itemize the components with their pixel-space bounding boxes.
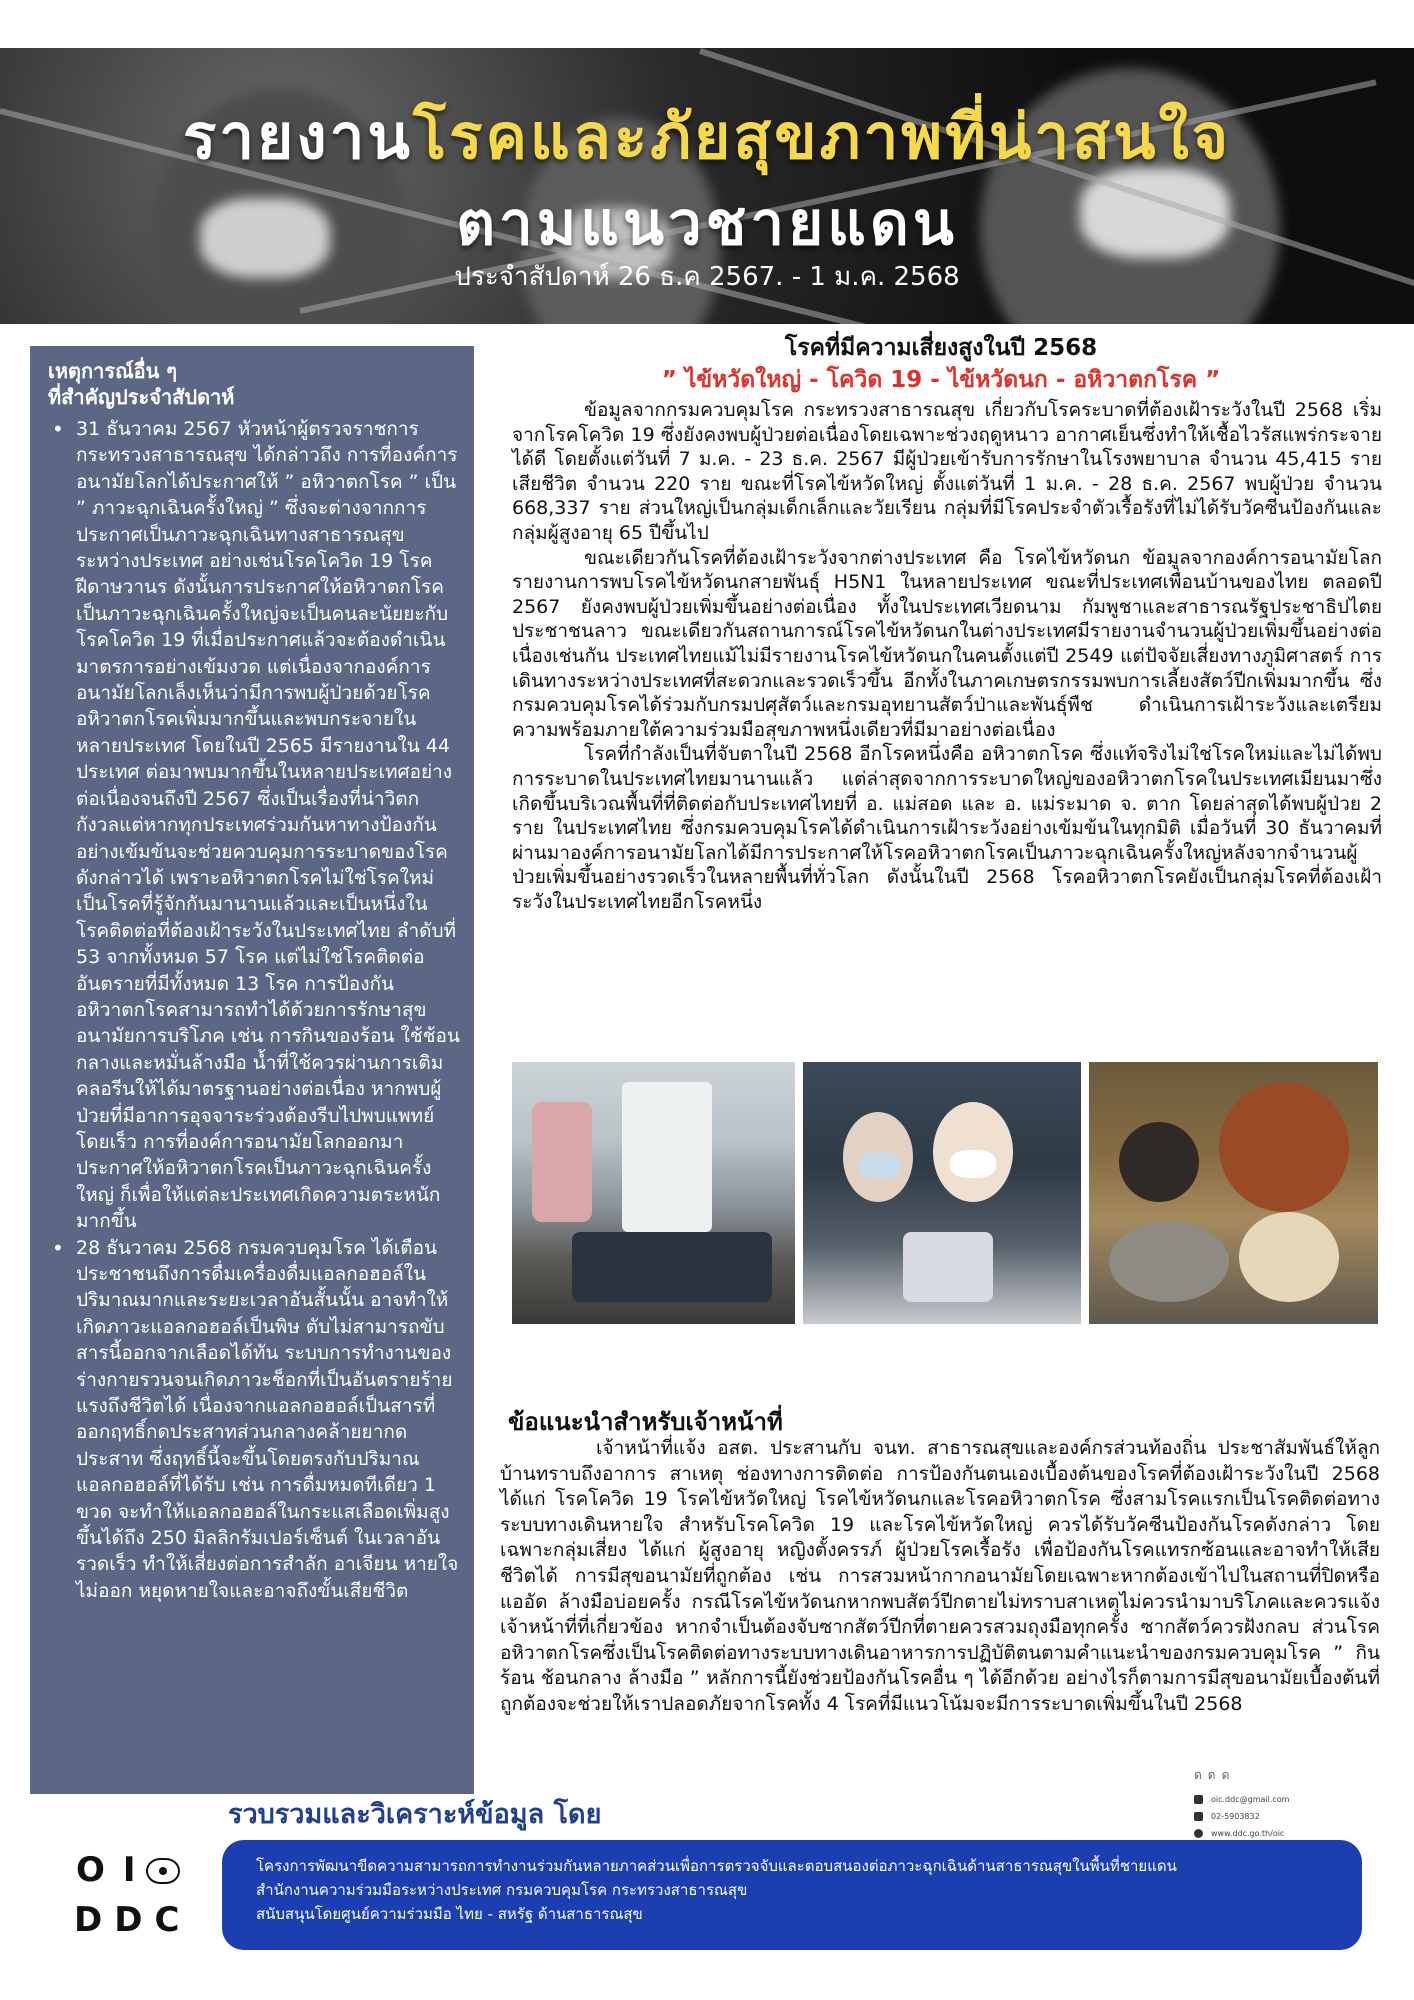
page-title-part1: รายงาน xyxy=(182,100,413,173)
page-title-highlight: โรคและภัยสุขภาพที่น่าสนใจ xyxy=(412,100,1232,173)
header-banner xyxy=(0,48,1414,324)
phone-icon xyxy=(1194,1812,1203,1821)
list-item xyxy=(48,1235,460,1605)
contact-phone[interactable]: 02-5903832 xyxy=(1211,1812,1260,1821)
section-subtitle: ” ไข้หวัดใหญ่ - โควิด 19 - ไข้หวัดนก - อหิวาตกโรค ” xyxy=(661,367,1221,393)
contact-email-row[interactable] xyxy=(1194,1791,1374,1808)
sidebar-other-events xyxy=(30,346,474,1794)
article-body xyxy=(512,398,1382,914)
advice-title: ข้อแนะนำสำหรับเจ้าหน้าที่ xyxy=(508,1408,783,1436)
article-paragraph: ขณะเดียวกันโรคที่ต้องเฝ้าระวังจากต่างประเทศ คือ โรคไข้หวัดนก ข้อมูลจากองค์การอนามัยโลกรายงานการพบโรคไข้หวัดนกสายพันธุ์ H5N1 ในหลายประเทศ ขณะที่ประเทศเพื่อนบ้านของไทย ตลอดปี 2567 ยังคงพบผู้ป่วยเพิ่มขึ้นอย่างต่อเนื่อง ทั้งในประเทศเวียดนาม กัมพูชาและสาธารณรัฐประชาธิปไตยประชาชนลาว ขณะเดียวกันสถานการณ์โรคไข้หวัดนกในต่างประเทศมีรายงานจำนวนผู้ป่วยเพิ่มขึ้นอย่างต่อเนื่องเช่นกัน ประเทศไทยแม้ไม่มีรายงานโรคไข้หวัดนกในคนตั้งแต่ปี 2549 แต่ปัจจัยเสี่ยงทางภูมิศาสตร์ การเดินทางระหว่างประเทศที่สะดวกและรวดเร็วขึ้น อีกทั้งในภาคเกษตรกรรมพบการเลี้ยงสัตว์ปีกเพิ่มมากขึ้น ซึ่งกรมควบคุมโรคได้ร่วมกับกรมปศุสัตว์และกรมอุทยานสัตว์ป่าและพันธุ์พืช ดำเนินการเฝ้าระวังและเตรียมความพร้อมภายใต้ความร่วมมือสุขภาพหนึ่งเดียวที่มีมาอย่างต่อเนื่อง xyxy=(512,546,1382,741)
globe-icon xyxy=(1194,1829,1203,1838)
oic-ddc-logo xyxy=(70,1850,190,1950)
list-item xyxy=(48,416,460,1235)
sidebar-heading-line1: เหตุการณ์อื่น ๆ xyxy=(48,359,178,383)
poultry-photo xyxy=(1089,1062,1378,1324)
page-title xyxy=(0,88,1414,186)
event-text: 31 ธันวาคม 2567 หัวหน้าผู้ตรวจราชการกระทรวงสาธารณสุข ได้กล่าวถึง การที่องค์การอนามัยโลกได้ประกาศให้ ” อหิวาตกโรค ” เป็น ” ภาวะฉุกเฉินครั้งใหญ่ ” ซึ่งจะต่างจากการประกาศเป็นภาวะฉุกเฉินทางสาธารณสุขระหว่างประเทศ อย่างเช่นโรคโควิด 19 โรคฝีดาษวานร ดังนั้นการประกาศให้อหิวาตกโรคเป็นภาวะฉุกเฉินครั้งใหญ่จะเป็นคนละนัยยะกับโรคโควิด 19 ที่เมื่อประกาศแล้วจะต้องดำเนินมาตรการอย่างเข้มงวด แต่เนื่องจากองค์การอนามัยโลกเล็งเห็นว่ามีการพบผู้ป่วยด้วยโรคอหิวาตกโรคเพิ่มมากขึ้นและพบกระจายในหลายประเทศ โดยในปี 2565 มีรายงานใน 44 ประเทศ ต่อมาพบมากขึ้นในหลายประเทศอย่างต่อเนื่องจนถึงปี 2567 ซึ่งเป็นเรื่องที่น่าวิตกกังวลแต่หากทุกประเทศร่วมกันหาทางป้องกันอย่างเข้มข้นจะช่วยควบคุมการระบาดของโรคดังกล่าวได้ เพราะอหิวาตกโรคไม่ใช่โรคใหม่เป็นโรคที่รู้จักกันมานานแล้วและเป็นหนึ่งในโรคติดต่อที่ต้องเฝ้าระวังในประเทศไทย ลำดับที่ 53 จากทั้งหมด 57 โรค แต่ไม่ใช่โรคติดต่ออันตรายที่มีทั้งหมด 13 โรค การป้องกันอหิวาตกโรคสามารถทำได้ด้วยการรักษาสุขอนามัยการบริโภค เช่น การกินของร้อน ใช้ช้อนกลางและหมั่นล้างมือ น้ำที่ใช้ควรผ่านการเติมคลอรีนให้ได้มาตรฐานอย่างต่อเนื่อง หากพบผู้ป่วยที่มีอาการอุจจาระร่วงต้องรีบไปพบแพทย์โดยเร็ว การที่องค์การอนามัยโลกออกมาประกาศให้อหิวาตกโรคเป็นภาวะฉุกเฉินครั้งใหญ่ ก็เพื่อให้แต่ละประเทศเกิดความตระหนักมากขึ้น xyxy=(76,418,460,1233)
article-paragraph: ข้อมูลจากกรมควบคุมโรค กระทรวงสาธารณสุข เกี่ยวกับโรคระบาดที่ต้องเฝ้าระวังในปี 2568 เริ่มจากโรคโควิด 19 ซึ่งยังคงพบผู้ป่วยต่อเนื่องโดยเฉพาะช่วงฤดูหนาว อากาศเย็นซึ่งทำให้เชื้อไวรัสแพร่กระจายได้ดี โดยตั้งแต่วันที่ 7 ม.ค. - 23 ธ.ค. 2567 มีผู้ป่วยเข้ารับการรักษาในโรงพยาบาล จำนวน 45,415 ราย เสียชีวิต จำนวน 220 ราย ขณะที่โรคไข้หวัดใหญ่ ตั้งแต่วันที่ 1 ม.ค. - 28 ธ.ค. 2567 พบผู้ป่วย จำนวน 668,337 ราย ส่วนใหญ่เป็นกลุ่มเด็กเล็กและวัยเรียน กลุ่มที่มีโรคประจำตัวเรื้อรังที่ไม่ได้รับวัคซีนป้องกันและกลุ่มผู้สูงอายุ 65 ปีขึ้นไป xyxy=(512,399,1382,544)
logo-text-bottom: DDC xyxy=(74,1900,192,1940)
footer-office-line: สำนักงานความร่วมมือระหว่างประเทศ กรมควบคุมโรค กระทรวงสาธารณสุข xyxy=(256,1881,748,1899)
contact-email[interactable]: oic.ddc@gmail.com xyxy=(1211,1795,1290,1804)
advice-body xyxy=(500,1436,1380,1718)
mail-icon xyxy=(1194,1795,1203,1804)
eye-icon xyxy=(146,1858,180,1884)
report-date-range: ประจำสัปดาห์ 26 ธ.ค 2567. - 1 ม.ค. 2568 xyxy=(454,262,960,292)
footer-credits xyxy=(222,1840,1362,1950)
logo-text-top: OI xyxy=(76,1850,154,1890)
bullet-icon: • xyxy=(52,417,64,441)
section-title: โรคที่มีความเสี่ยงสูงในปี 2568 xyxy=(784,335,1098,361)
article-paragraph: โรคที่กำลังเป็นที่จับตาในปี 2568 อีกโรคหนึ่งคือ อหิวาตกโรค ซึ่งแท้จริงไม่ใช่โรคใหม่และไม่ได้พบการระบาดในประเทศไทยมานานแล้ว แต่ล่าสุดจากการระบาดใหญ่ของอหิวาตกโรคในประเทศเมียนมาซึ่งเกิดขึ้นบริเวณพื้นที่ที่ติดต่อกับประเทศไทยที่ อ. แม่สอด และ อ. แม่ระมาด จ. ตาก โดยล่าสุดได้พบผู้ป่วย 2 ราย ในประเทศไทย ซึ่งกรมควบคุมโรคได้ดำเนินการเฝ้าระวังอย่างเข้มข้นในทุกมิติ เมื่อวันที่ 30 ธันวาคมที่ผ่านมาองค์การอนามัยโลกได้มีการประกาศให้โรคอหิวาตกโรคเป็นภาวะฉุกเฉินครั้งใหญ่หลังจากจำนวนผู้ป่วยเพิ่มขึ้นอย่างรวดเร็วในหลายพื้นที่ทั่วโลก ดังนั้นในปี 2568 โรคอหิวาตกโรคยังเป็นกลุ่มโรคที่ต้องเฝ้าระวังในประเทศไทยอีกโรคหนึ่ง xyxy=(512,743,1382,913)
hospital-photo xyxy=(512,1062,795,1324)
sidebar-event-list xyxy=(48,416,460,1604)
contact-info xyxy=(1194,1766,1374,1842)
advice-paragraph: เจ้าหน้าที่แจ้ง อสต. ประสานกับ จนท. สาธารณสุขและองค์กรส่วนท้องถิ่น ประชาสัมพันธ์ให้ลูกบ้านทราบถึงอาการ สาเหตุ ช่องทางการติดต่อ การป้องกันตนเองเบื้องต้นของโรคที่ต้องเฝ้าระวังในปี 2568 ได้แก่ โรคโควิด 19 โรคไข้หวัดใหญ่ โรคไข้หวัดนกและโรคอหิวาตกโรค ซึ่งสามโรคแรกเป็นโรคติดต่อทางระบบทางเดินหายใจ สำหรับโรคโควิด 19 และโรคไข้หวัดใหญ่ ควรได้รับวัคซีนป้องกันโรคดังกล่าว โดยเฉพาะกลุ่มเสี่ยง ได้แก่ ผู้สูงอายุ หญิงตั้งครรภ์ ผู้ป่วยโรคเรื้อรัง เพื่อป้องกันโรคแทรกซ้อนและอาจทำให้เสียชีวิตได้ การมีสุขอนามัยที่ถูกต้อง เช่น การสวมหน้ากากอนามัยโดยเฉพาะหากต้องเข้าไปในสถานที่ปิดหรือแออัด ล้างมือบ่อยครั้ง กรณีโรคไข้หวัดนกหากพบสัตว์ปีกตายไม่ทราบสาเหตุไม่ควรนำมาบริโภคและควรแจ้งเจ้าหน้าที่ที่เกี่ยวข้อง หากจำเป็นต้องจับซากสัตว์ปีกที่ตายควรสวมถุงมือทุกครั้ง ซากสัตว์ควรฝังกลบ ส่วนโรคอหิวาตกโรคซึ่งเป็นโรคติดต่อทางระบบทางเดินอาหารการปฏิบัติตนตามคำแนะนำของกรมควบคุมโรค ” กินร้อน ช้อนกลาง ล้างมือ ” หลักการนี้ยังช่วยป้องกันโรคอื่น ๆ ได้อีกด้วย อย่างไรก็ตามการมีสุขอนามัยเบื้องต้นที่ถูกต้องจะช่วยให้เราปลอดภัยจากโรคทั้ง 4 โรคที่มีแนวโน้มจะมีการระบาดเพิ่มขึ้นในปี 2568 xyxy=(500,1437,1380,1715)
contact-website[interactable]: www.ddc.go.th/oic xyxy=(1211,1829,1285,1838)
footer-support-line: สนับสนุนโดยศูนย์ความร่วมมือ ไทย - สหรัฐ ด้านสาธารณสุข xyxy=(256,1905,643,1923)
contact-phone-row[interactable] xyxy=(1194,1808,1374,1825)
sidebar-heading-line2: ที่สำคัญประจำสัปดาห์ xyxy=(48,385,235,409)
contact-logo: ดดด xyxy=(1194,1768,1236,1782)
page-title-line2: ตามแนวชายแดน xyxy=(456,189,958,259)
sidebar-heading xyxy=(48,358,460,410)
masked-crowd-photo xyxy=(803,1062,1081,1324)
bullet-icon: • xyxy=(52,1235,64,1260)
event-text: 28 ธันวาคม 2568 กรมควบคุมโรค ได้เตือนประชาชนถึงการดื่มเครื่องดื่มแอลกอฮอล์ในปริมาณมากและระยะเวลาอันสั้นนั้น อาจทำให้เกิดภาวะแอลกอฮอล์เป็นพิษ ตับไม่สามารถขับสารนี้ออกจากเลือดได้ทัน ระบบการทำงานของร่างกายรวนจนเกิดภาวะช็อกที่เป็นอันตรายร้ายแรงถึงชีวิตได้ เนื่องจากแอลกอฮอล์เป็นสารที่ออกฤทธิ์กดประสาทส่วนกลางคล้ายยากดประสาท ซึ่งฤทธิ์นี้จะขึ้นโดยตรงกับปริมาณแอลกอฮอล์ที่ได้รับ เช่น การดื่มหมดทีเดียว 1 ขวด จะทำให้แอลกอฮอล์ในกระแสเลือดเพิ่มสูงขึ้นได้ถึง 250 มิลลิกรัมเปอร์เซ็นต์ ในเวลาอันรวดเร็ว ทำให้เสี่ยงต่อการสำลัก อาเจียน หายใจไม่ออก หยุดหายใจและอาจถึงขั้นเสียชีวิต xyxy=(76,1236,459,1602)
footer-project-line: โครงการพัฒนาขีดความสามารถการทำงานร่วมกันหลายภาคส่วนเพื่อการตรวจจับและตอบสนองต่อภาวะฉุกเฉินด้านสาธารณสุขในพื้นที่ชายแดน xyxy=(256,1857,1177,1875)
compiled-by-label: รวบรวมและวิเคราะห์ข้อมูล โดย xyxy=(228,1799,602,1830)
